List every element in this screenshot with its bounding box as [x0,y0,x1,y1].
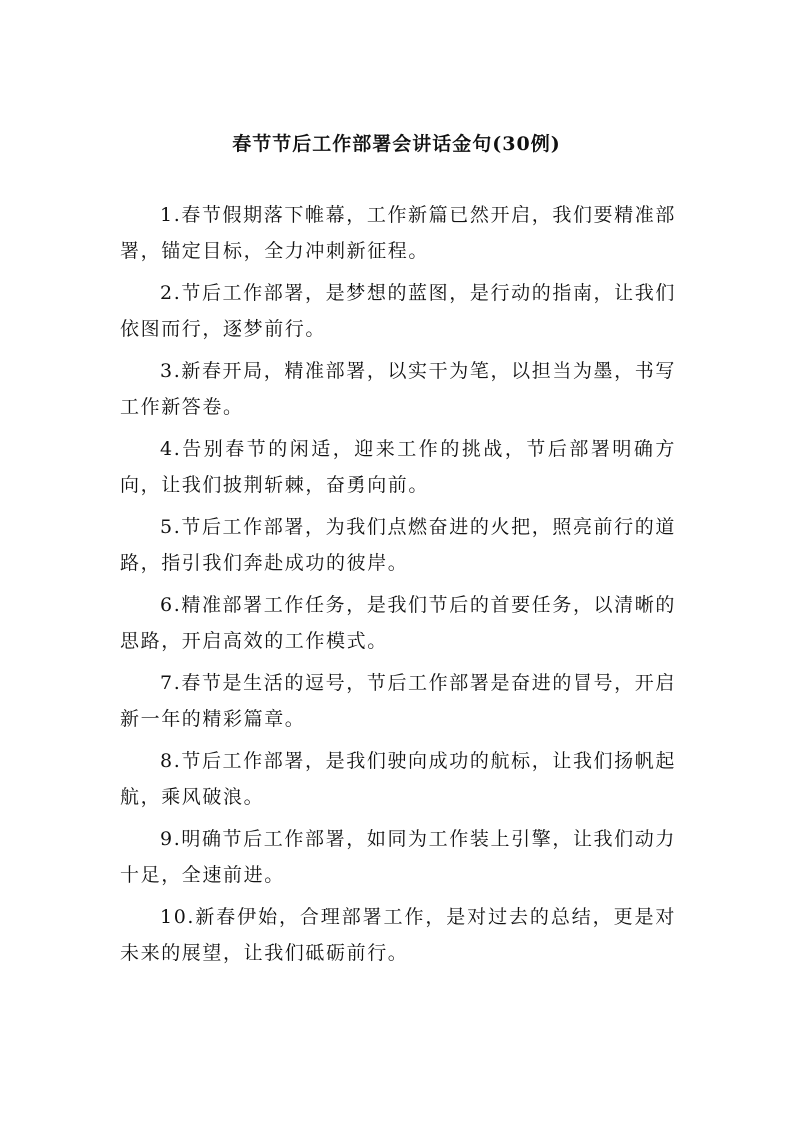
document-title: 春节节后工作部署会讲话金句(30例) [232,133,561,155]
paragraph-5: 5.节后工作部署，为我们点燃奋进的火把，照亮前行的道路，指引我们奔赴成功的彼岸。 [120,516,676,574]
paragraph-9: 9.明确节后工作部署，如同为工作装上引擎，让我们动力十足，全速前进。 [120,828,676,886]
document-body [120,197,676,977]
paragraph-3: 3.新春开局，精准部署，以实干为笔，以担当为墨，书写工作新答卷。 [120,360,676,418]
paragraph-7: 7.春节是生活的逗号，节后工作部署是奋进的冒号，开启新一年的精彩篇章。 [120,672,676,730]
paragraph-8: 8.节后工作部署，是我们驶向成功的航标，让我们扬帆起航，乘风破浪。 [120,750,676,808]
paragraph-2: 2.节后工作部署，是梦想的蓝图，是行动的指南，让我们依图而行，逐梦前行。 [120,282,676,340]
paragraph-1: 1.春节假期落下帷幕，工作新篇已然开启，我们要精准部署，锚定目标，全力冲刺新征程。 [120,204,676,262]
paragraph-10: 10.新春伊始，合理部署工作，是对过去的总结，更是对未来的展望，让我们砥砺前行。 [120,906,676,964]
paragraph-6: 6.精准部署工作任务，是我们节后的首要任务，以清晰的思路，开启高效的工作模式。 [120,594,676,652]
paragraph-4: 4.告别春节的闲适，迎来工作的挑战，节后部署明确方向，让我们披荆斩棘，奋勇向前。 [120,438,676,496]
